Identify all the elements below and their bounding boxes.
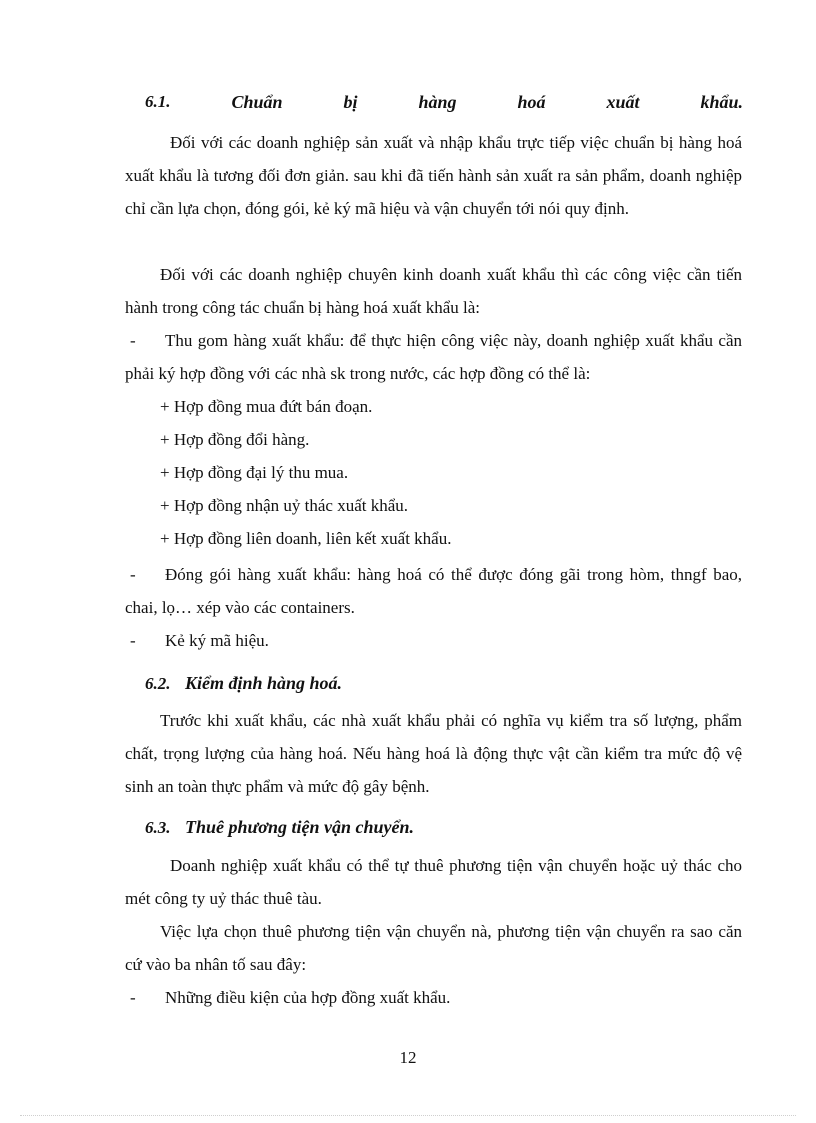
paragraph: Đối với các doanh nghiệp chuyên kinh doanh xuất khẩu thì các công việc cần tiến hành trong công tác chuẩn bị hàng hoá xuất khẩu là: [125,265,742,317]
section-title: Thuê phương tiện vận chuyển. [185,817,414,837]
section-title: Kiểm định hàng hoá. [185,673,343,693]
heading-word: khẩu. [700,92,743,112]
bullet-text: Đóng gói hàng xuất khẩu: hàng hoá có thể được đóng gãi trong hòm, thngf bao, chai, lọ… xép vào các containers. [125,565,742,617]
page-number: 12 [399,1048,417,1067]
heading-word: Chuẩn [231,92,283,112]
section-heading-6-3 [145,817,743,838]
bullet-text: Kẻ ký mã hiệu. [165,631,269,650]
section-number: 6.3. [145,818,171,837]
section-heading-6-1 [145,92,743,113]
paragraph: Đối với các doanh nghiệp sản xuất và nhập khẩu trực tiếp việc chuẩn bị hàng hoá xuất khẩu là tương đối đơn giản. sau khi đã tiến hành sản xuất ra sản phẩm, doanh nghiệp chỉ cần lựa chọn, đóng gói, kẻ ký mã hiệu và vận chuyển tới nói quy định. [125,133,742,218]
bullet-dash: - [130,565,136,584]
bullet-dash: - [130,331,136,350]
paragraph: Trước khi xuất khẩu, các nhà xuất khẩu phải có nghĩa vụ kiểm tra số lượng, phẩm chất, trọng lượng của hàng hoá. Nếu hàng hoá là động thực vật cần kiểm tra mức độ vệ sinh an toàn thực phẩm và mức độ gây bệnh. [125,711,742,796]
bullet-dash: - [130,988,136,1007]
bullet-text: Thu gom hàng xuất khẩu: để thực hiện công việc này, doanh nghiệp xuất khẩu cần phải ký hợp đồng với các nhà sk trong nước, các hợp đồng có thể là: [125,331,742,383]
bullet-dash: - [130,631,136,650]
sub-item: + Hợp đồng nhận uỷ thác xuất khẩu. [160,496,409,515]
bullet-text: Những điều kiện của hợp đồng xuất khẩu. [165,988,451,1007]
page-edge-rule [20,1115,796,1116]
sub-item: + Hợp đồng đại lý thu mua. [160,463,349,482]
sub-item: + Hợp đồng mua đứt bán đoạn. [160,397,373,416]
bullet-item [125,981,742,1014]
bullet-item [125,558,742,624]
paragraph: Doanh nghiệp xuất khẩu có thể tự thuê phương tiện vận chuyển hoặc uỷ thác cho mét công ty uỷ thác thuê tàu. [125,856,742,908]
bullet-item [125,324,742,390]
heading-word: xuất [606,92,640,112]
section-heading-6-2 [145,673,743,694]
bullet-item [125,624,742,657]
sub-item: + Hợp đồng liên doanh, liên kết xuất khẩu. [160,529,452,548]
heading-word: hoá [517,92,546,112]
sub-item: + Hợp đồng đổi hàng. [160,430,310,449]
heading-word: hàng [418,92,457,112]
paragraph: Việc lựa chọn thuê phương tiện vận chuyển nà, phương tiện vận chuyển ra sao căn cứ vào ba nhân tố sau đây: [125,922,742,974]
heading-word: bị [343,92,358,112]
section-number: 6.1. [145,92,171,111]
section-number: 6.2. [145,674,171,693]
